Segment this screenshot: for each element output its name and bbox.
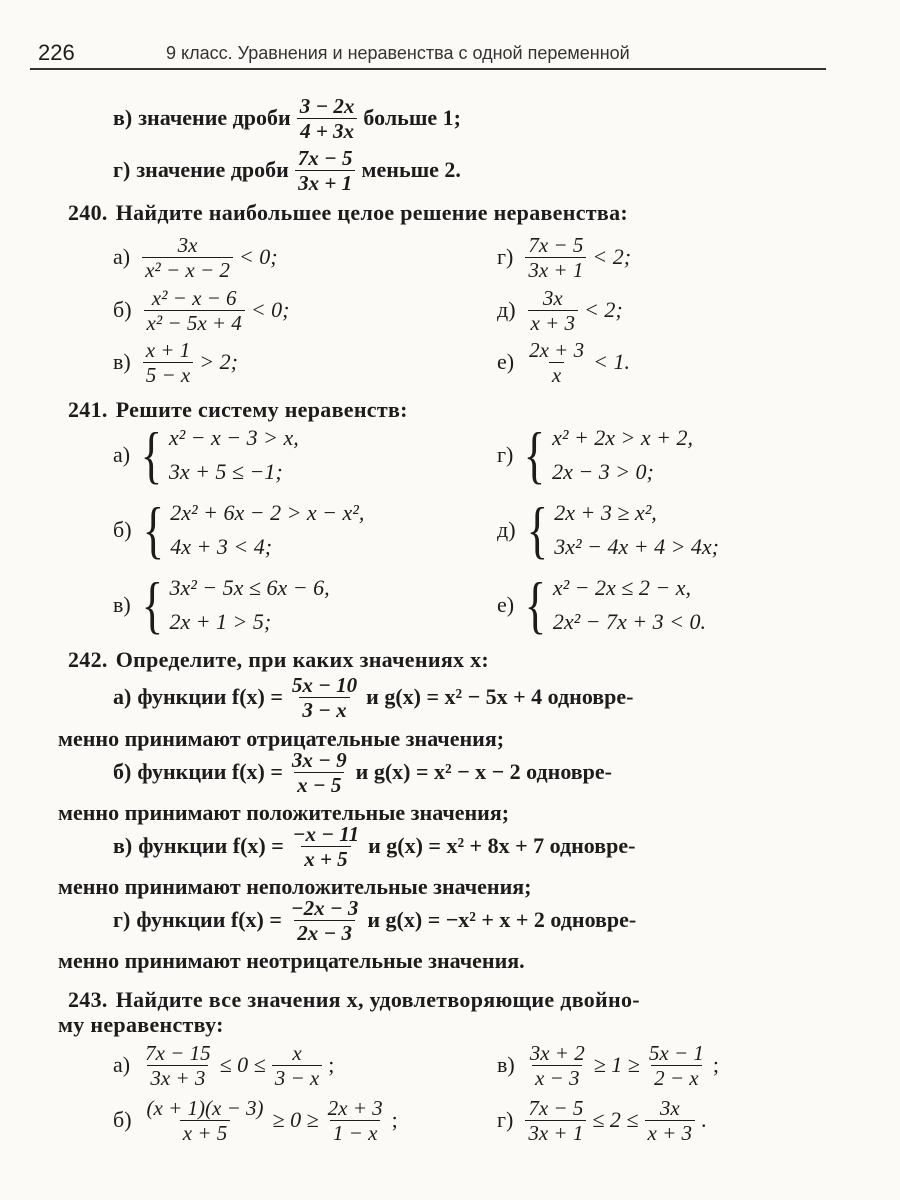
- denominator: 1 − x: [330, 1120, 381, 1145]
- exercise-text: Определите, при каких значениях x:: [115, 647, 490, 672]
- item-text: и g(x) = x² + 8x + 7 одновре-: [368, 833, 636, 858]
- exercise-239-v: [113, 93, 461, 143]
- numerator: −x − 11: [292, 821, 360, 846]
- fraction: [144, 1096, 267, 1145]
- fraction: [645, 1096, 696, 1145]
- numerator: 3x + 2: [529, 1040, 585, 1065]
- exercise-242-a: [113, 672, 634, 722]
- fraction: [290, 822, 362, 871]
- item-label: г): [497, 442, 514, 467]
- system-line: 2x² + 6x − 2 > x − x²,: [170, 500, 365, 525]
- item-label: б): [113, 759, 132, 784]
- item-text: функции f(x) =: [138, 833, 284, 858]
- exercise-text-continuation: му неравенству:: [58, 1012, 224, 1037]
- exercise-number: 242.: [68, 647, 108, 672]
- running-header: 9 класс. Уравнения и неравенства с одной переменной: [166, 43, 630, 63]
- inequality-system: [136, 421, 299, 489]
- exercise-243-b: [113, 1095, 398, 1145]
- exercise-241-b: [113, 494, 365, 565]
- inequality-system: [522, 496, 719, 564]
- item-label: в): [497, 1052, 515, 1077]
- numerator: −2x − 3: [290, 895, 359, 920]
- system-line: 2x + 3 ≥ x²,: [554, 500, 657, 525]
- denominator: x² − 5x + 4: [144, 310, 245, 335]
- exercise-241-d: [497, 494, 720, 565]
- brace-icon: {: [526, 494, 548, 565]
- fraction: [288, 896, 361, 945]
- numerator: x: [292, 1040, 302, 1065]
- item-text: меньше 2.: [361, 157, 461, 182]
- system-line: 3x² − 5x ≤ 6x − 6,: [169, 575, 330, 600]
- item-text: значение дроби: [136, 157, 289, 182]
- header-rule: [30, 68, 826, 70]
- math-text: < 2;: [584, 297, 623, 322]
- item-text: и g(x) = −x² + x + 2 одновре-: [367, 907, 637, 932]
- numerator: 3x: [177, 232, 198, 257]
- item-continuation: менно принимают неположительные значения;: [58, 874, 532, 899]
- math-text: ;: [328, 1052, 335, 1077]
- fraction: [525, 1096, 586, 1145]
- math-text: < 2;: [592, 244, 632, 269]
- numerator: 3x − 9: [291, 747, 347, 772]
- numerator: 7x − 5: [528, 1095, 584, 1120]
- fraction: [142, 1041, 214, 1090]
- exercise-240-e: [497, 337, 630, 387]
- system-line: x² − 2x ≤ 2 − x,: [552, 575, 691, 600]
- system-line: x² + 2x > x + 2,: [552, 425, 694, 450]
- denominator: x − 5: [294, 772, 344, 797]
- inequality-system: [520, 571, 706, 639]
- system-line: x² − x − 3 > x,: [168, 425, 299, 450]
- item-label: а): [113, 684, 132, 709]
- fraction: [528, 286, 579, 335]
- fraction: [272, 1041, 323, 1090]
- item-continuation: менно принимают положительные значения;: [58, 800, 510, 825]
- numerator: x² − x − 6: [151, 285, 237, 310]
- exercise-243-g: [497, 1095, 707, 1145]
- item-text: функции f(x) =: [137, 684, 283, 709]
- fraction: [526, 338, 587, 387]
- exercise-text: Решите систему неравенств:: [115, 397, 408, 422]
- item-text: больше 1;: [363, 105, 461, 130]
- item-continuation: менно принимают отрицательные значения;: [58, 726, 505, 751]
- denominator: x + 3: [645, 1120, 696, 1145]
- exercise-243-v: [497, 1040, 719, 1090]
- item-continuation: менно принимают неотрицательные значения.: [58, 948, 525, 973]
- fraction: [525, 233, 586, 282]
- inequality-system: [519, 421, 693, 489]
- fraction: [144, 286, 245, 335]
- exercise-240-b: [113, 285, 289, 335]
- page-number: 226: [38, 40, 75, 65]
- denominator: 3x + 1: [295, 170, 355, 195]
- item-text: и g(x) = x² − 5x + 4 одновре-: [366, 684, 634, 709]
- denominator: 3x + 1: [525, 1120, 586, 1145]
- denominator: x + 5: [180, 1120, 231, 1145]
- math-text: < 0;: [250, 297, 290, 322]
- denominator: 3 − x: [299, 697, 349, 722]
- item-text: и g(x) = x² − x − 2 одновре-: [355, 759, 613, 784]
- item-label: д): [497, 517, 516, 542]
- inequality-system: [137, 571, 330, 639]
- exercise-240-d: [497, 285, 623, 335]
- fraction: [143, 338, 194, 387]
- brace-icon: {: [141, 569, 163, 640]
- fraction: [142, 233, 233, 282]
- item-label: в): [113, 349, 131, 374]
- item-label: е): [497, 349, 515, 374]
- math-text: > 2;: [199, 349, 238, 374]
- system-line: 2x − 3 > 0;: [552, 459, 654, 484]
- math-text: < 1.: [593, 349, 630, 374]
- numerator: 7x − 5: [528, 232, 584, 257]
- numerator: (x + 1)(x − 3): [146, 1095, 264, 1120]
- item-label: а): [113, 1052, 131, 1077]
- math-text: ≤ 2 ≤: [592, 1107, 639, 1132]
- item-text: функции f(x) =: [137, 759, 283, 784]
- exercise-242-g: [113, 895, 636, 945]
- denominator: 2x − 3: [294, 920, 355, 945]
- numerator: 7x − 5: [297, 145, 353, 170]
- denominator: x + 5: [301, 846, 350, 871]
- exercise-240-g: [497, 232, 631, 282]
- numerator: 7x − 15: [145, 1040, 211, 1065]
- numerator: 3x: [659, 1095, 680, 1120]
- item-text: функции f(x) =: [136, 907, 282, 932]
- item-label: в): [113, 592, 131, 617]
- denominator: x + 3: [528, 310, 579, 335]
- item-label: е): [497, 592, 515, 617]
- system-line: 3x + 5 ≤ −1;: [168, 459, 283, 484]
- system-line: 2x² − 7x + 3 < 0.: [552, 609, 706, 634]
- denominator: 3x + 3: [147, 1065, 208, 1090]
- item-label: г): [113, 157, 131, 182]
- numerator: 5x − 1: [648, 1040, 704, 1065]
- math-text: ≥ 1 ≥: [593, 1052, 640, 1077]
- exercise-240-a: [113, 232, 278, 282]
- math-text: ≥ 0 ≥: [272, 1107, 319, 1132]
- exercise-243-a: [113, 1040, 334, 1090]
- item-label: а): [113, 244, 131, 269]
- denominator: 5 − x: [143, 362, 194, 387]
- fraction: [325, 1096, 386, 1145]
- exercise-241-v: [113, 569, 330, 640]
- numerator: 2x + 3: [327, 1095, 383, 1120]
- denominator: x: [549, 362, 564, 387]
- fraction: [289, 748, 350, 797]
- denominator: 3x + 1: [525, 257, 586, 282]
- exercise-number: 241.: [68, 397, 108, 422]
- brace-icon: {: [523, 419, 546, 490]
- item-label: г): [113, 907, 131, 932]
- brace-icon: {: [524, 569, 547, 640]
- denominator: 2 − x: [651, 1065, 702, 1090]
- math-text: .: [701, 1107, 707, 1132]
- exercise-241-e: [497, 569, 706, 640]
- exercise-number: 243.: [68, 987, 108, 1012]
- fraction: [289, 673, 360, 722]
- item-label: в): [113, 833, 133, 858]
- numerator: 3 − 2x: [299, 93, 355, 118]
- numerator: 5x − 10: [291, 672, 358, 697]
- exercise-text: Найдите наибольшее целое решение неравенства:: [115, 200, 628, 225]
- item-label: г): [497, 244, 514, 269]
- exercise-240-heading: [68, 188, 628, 238]
- denominator: x² − x − 2: [142, 257, 233, 282]
- system-line: 4x + 3 < 4;: [170, 534, 273, 559]
- item-text: значение дроби: [138, 105, 291, 130]
- math-text: ≤ 0 ≤: [219, 1052, 266, 1077]
- item-label: г): [497, 1107, 514, 1132]
- item-label: б): [113, 1107, 132, 1132]
- fraction: [646, 1041, 707, 1090]
- denominator: x − 3: [532, 1065, 583, 1090]
- exercise-241-a: [113, 419, 299, 490]
- exercise-text: Найдите все значения x, удовлетворяющие двойно-: [115, 987, 640, 1012]
- item-label: д): [497, 297, 516, 322]
- numerator: 3x: [542, 285, 563, 310]
- brace-icon: {: [140, 419, 163, 490]
- math-text: ;: [391, 1107, 398, 1132]
- inequality-system: [138, 496, 365, 564]
- system-line: 2x + 1 > 5;: [169, 609, 272, 634]
- numerator: x + 1: [145, 337, 191, 362]
- numerator: 2x + 3: [529, 337, 585, 362]
- exercise-number: 240.: [68, 200, 108, 225]
- denominator: 3 − x: [272, 1065, 323, 1090]
- math-text: < 0;: [238, 244, 278, 269]
- item-label: а): [113, 442, 131, 467]
- item-label: б): [113, 297, 132, 322]
- brace-icon: {: [142, 494, 164, 565]
- exercise-241-g: [497, 419, 694, 490]
- item-label: б): [113, 517, 132, 542]
- exercise-240-v: [113, 337, 238, 387]
- denominator: 4 + 3x: [297, 118, 357, 143]
- exercise-242-v: [113, 821, 635, 871]
- exercise-242-b: [113, 747, 612, 797]
- item-label: в): [113, 105, 133, 130]
- math-text: ;: [712, 1052, 719, 1077]
- fraction: [527, 1041, 588, 1090]
- fraction: [297, 94, 358, 143]
- system-line: 3x² − 4x + 4 > 4x;: [554, 534, 720, 559]
